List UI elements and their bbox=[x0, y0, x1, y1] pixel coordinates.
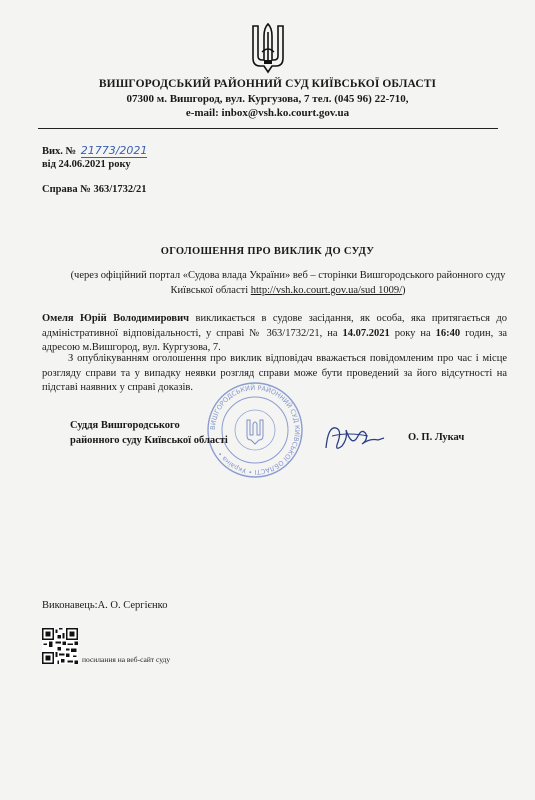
judge-name: О. П. Лукач bbox=[408, 432, 465, 443]
qr-code-label: посилання на веб-сайт суду bbox=[82, 655, 171, 664]
hearing-time: 16:40 bbox=[435, 327, 461, 339]
judge-title-line-2: районного суду Київської області bbox=[70, 435, 228, 446]
hearing-date: 14.07.2021 bbox=[342, 327, 390, 339]
summons-text-b: року на bbox=[394, 327, 431, 339]
notice-title: ОГОЛОШЕННЯ ПРО ВИКЛИК ДО СУДУ bbox=[160, 246, 375, 257]
portal-link[interactable]: http://vsh.ko.court.gov.ua/sud 1009/ bbox=[250, 285, 403, 296]
portal-note bbox=[68, 268, 508, 298]
court-address: 07300 м. Вишгород, вул. Кургузова, 7 тел. (045 96) 22-710, bbox=[126, 93, 409, 105]
portal-text: (через офіційний портал «Судова влада України» веб – сторінки Вишгородського районного суду Київської області bbox=[70, 270, 506, 296]
summons-paragraph bbox=[42, 312, 507, 356]
header-divider bbox=[38, 128, 498, 129]
outgoing-date: від 24.06.2021 року bbox=[42, 159, 131, 170]
summons-text-c: годин, за адресою м.Вишгород, вул. Кургузова, 7. bbox=[42, 327, 508, 353]
portal-close: ) bbox=[402, 285, 406, 296]
summoned-person: Омеля Юрій Володимирович bbox=[42, 313, 190, 324]
judge-signature-icon bbox=[318, 418, 388, 458]
stamp-text: ВИШГОРОДСЬКИЙ РАЙОННИЙ СУД КИЇВСЬКОЇ ОБЛАСТІ • Україна • bbox=[208, 383, 302, 477]
qr-code-icon[interactable] bbox=[42, 628, 78, 664]
notice-consequence-text: З опублікуванням оголошення про виклик відповідач вважається повідомленим про час і місце розгляду справи та у випадку неявки розгляд справи може бути проведений за його відсутності на підставі наявних у справі доказів. bbox=[42, 353, 507, 393]
executor-line: Виконавець:А. О. Сергієнко bbox=[42, 600, 168, 611]
outgoing-number bbox=[42, 144, 147, 157]
coat-of-arms-icon bbox=[250, 22, 286, 74]
court-email: e-mail: inbox@vsh.ko.court.gov.ua bbox=[185, 107, 350, 119]
judge-title-line-1: Суддя Вишгородського bbox=[70, 420, 180, 431]
summons-text-a: викликається в судове засідання, як особа, яка притягається до адміністративної відповідальності, у справі № 363/1732/21, на bbox=[42, 313, 507, 339]
outgoing-number-label: Вих. № bbox=[42, 146, 77, 157]
court-name: ВИШГОРОДСЬКИЙ РАЙОННИЙ СУД КИЇВСЬКОЇ ОБЛАСТІ bbox=[98, 78, 437, 90]
outgoing-number-handwritten: 21773/2021 bbox=[80, 144, 148, 157]
case-number: Справа № 363/1732/21 bbox=[42, 184, 147, 195]
judge-title bbox=[70, 418, 228, 448]
